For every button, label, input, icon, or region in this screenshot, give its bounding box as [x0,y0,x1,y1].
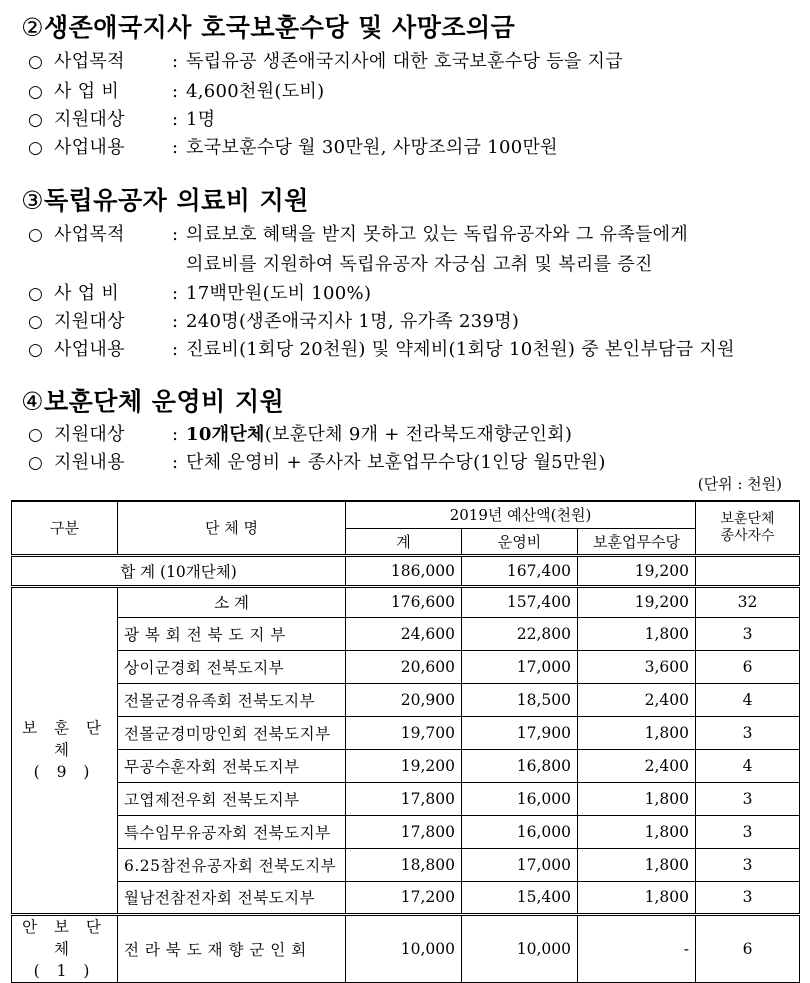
list-item [28,133,558,159]
subtotal-label: 소 계 [118,586,346,617]
org-operating: 17,900 [462,716,578,749]
group-label-line1: 안 보 단 체 [22,917,107,958]
subtotal-operating: 157,400 [462,586,578,617]
item-label: 사 업 비 [54,81,120,102]
table-row [12,848,800,881]
org-staff: 4 [696,683,800,716]
list-item [28,47,623,73]
org-staff: 6 [696,914,800,982]
separator: : [172,137,179,158]
org-name: 상이군경회 전북도지부 [118,650,346,683]
group-label-line2: ( 1 ) [33,961,96,980]
org-total: 17,200 [346,881,462,914]
bullet-icon: ○ [28,340,44,360]
org-name: 전몰군경미망인회 전북도지부 [118,716,346,749]
group-label-security [12,914,118,982]
org-name: 고엽제전우회 전북도지부 [118,782,346,815]
section-title: 생존애국지사 호국보훈수당 및 사망조의금 [44,13,516,42]
org-operating: 22,800 [462,617,578,650]
budget-table [11,500,800,983]
separator: : [172,224,179,245]
org-allowance: 1,800 [578,782,696,815]
item-value: 240명(생존애국지사 1명, 유가족 239명) [186,311,520,332]
org-operating: 16,000 [462,815,578,848]
org-staff: 3 [696,617,800,650]
subtotal-total: 176,600 [346,586,462,617]
section-heading [8,382,284,418]
item-label: 지원대상 [54,311,125,332]
table-row [12,815,800,848]
section-number: ② [21,13,44,42]
table-row [12,683,800,716]
subtotal-staff: 32 [696,586,800,617]
grand-total-allowance: 19,200 [578,555,696,586]
org-allowance: 3,600 [578,650,696,683]
subtotal-row [12,586,800,617]
separator: : [172,109,179,130]
org-total: 18,800 [346,848,462,881]
item-label: 사 업 비 [54,283,120,304]
org-operating: 16,000 [462,782,578,815]
item-value: 독립유공 생존애국지사에 대한 호국보훈수당 등을 지급 [186,51,623,72]
grand-total-staff [696,555,800,586]
org-operating: 10,000 [462,914,578,982]
header-allowance: 보훈업무수당 [578,528,696,555]
list-item [28,220,688,246]
org-name: 무공수훈자회 전북도지부 [118,749,346,782]
org-total: 24,600 [346,617,462,650]
table-row [12,782,800,815]
item-value: (보훈단체 9개 + 전라북도재향군인회) [264,424,573,445]
header-total: 계 [346,528,462,555]
org-staff: 3 [696,848,800,881]
org-name: 특수임무유공자회 전북도지부 [118,815,346,848]
org-staff: 3 [696,716,800,749]
org-name: 전몰군경유족회 전북도지부 [118,683,346,716]
section-heading [8,8,515,44]
org-total: 19,700 [346,716,462,749]
grand-total-operating: 167,400 [462,555,578,586]
org-operating: 15,400 [462,881,578,914]
org-total: 10,000 [346,914,462,982]
separator: : [172,283,179,304]
item-value-continued: 의료비를 지원하여 독립유공자 자긍심 고취 및 복리를 증진 [186,254,653,275]
org-allowance: 2,400 [578,749,696,782]
table-row [12,749,800,782]
item-label: 지원대상 [54,109,125,130]
item-value: 의료보호 혜택을 받지 못하고 있는 독립유공자와 그 유족들에게 [186,224,689,245]
bullet-icon: ○ [28,52,44,72]
separator: : [172,452,179,473]
bullet-icon: ○ [28,453,44,473]
subtotal-allowance: 19,200 [578,586,696,617]
header-operating: 운영비 [462,528,578,555]
org-allowance: 1,800 [578,815,696,848]
org-name: 월남전참전자회 전북도지부 [118,881,346,914]
item-label: 사업내용 [54,339,125,360]
org-total: 17,800 [346,815,462,848]
separator: : [172,81,179,102]
org-allowance: 1,800 [578,848,696,881]
group-label-line2: ( 9 ) [33,763,96,781]
section-title: 보훈단체 운영비 지원 [44,387,285,416]
list-item [28,420,572,446]
section-heading [8,181,309,217]
org-total: 19,200 [346,749,462,782]
bullet-icon: ○ [28,284,44,304]
list-item [28,448,606,474]
item-value: 1명 [186,109,216,130]
org-operating: 17,000 [462,650,578,683]
org-name: 6.25참전유공자회 전북도지부 [118,848,346,881]
org-allowance: 2,400 [578,683,696,716]
org-total: 17,800 [346,782,462,815]
group-label-veterans [12,586,118,914]
header-staff-line2: 종사자수 [720,527,775,544]
org-operating: 16,800 [462,749,578,782]
item-label: 지원대상 [54,424,125,445]
list-item [28,279,371,305]
org-operating: 17,000 [462,848,578,881]
item-label: 지원내용 [54,452,125,473]
table-row [12,650,800,683]
grand-total-total: 186,000 [346,555,462,586]
item-label: 사업목적 [54,51,125,72]
section-number: ④ [21,387,44,416]
item-label: 사업목적 [54,224,125,245]
separator: : [172,424,179,445]
org-allowance: 1,800 [578,881,696,914]
group-label-line1: 보 훈 단 체 [22,719,107,759]
org-total: 20,900 [346,683,462,716]
list-item [28,105,215,131]
list-item [28,307,519,333]
header-staff-line1: 보훈단체 [720,510,775,527]
bullet-icon: ○ [28,110,44,130]
header-org: 단 체 명 [118,501,346,555]
item-value: 진료비(1회당 20천원) 및 약제비(1회당 10천원) 중 본인부담금 지원 [186,339,735,360]
item-value: 4,600천원(도비) [186,81,325,102]
org-allowance: - [578,914,696,982]
list-item-continuation [186,250,653,276]
bullet-icon: ○ [28,225,44,245]
grand-total-row [12,555,800,586]
org-staff: 3 [696,881,800,914]
header-staff [696,501,800,555]
item-label: 사업내용 [54,137,125,158]
table-row [12,617,800,650]
bullet-icon: ○ [28,138,44,158]
org-name: 전 라 북 도 재 향 군 인 회 [118,914,346,982]
header-budget: 2019년 예산액(천원) [346,501,696,528]
org-staff: 4 [696,749,800,782]
org-operating: 18,500 [462,683,578,716]
item-value-bold: 10개단체 [186,424,265,445]
section-title: 독립유공자 의료비 지원 [44,186,309,215]
separator: : [172,51,179,72]
item-value: 17백만원(도비 100%) [186,283,372,304]
org-staff: 6 [696,650,800,683]
section-number: ③ [21,186,44,215]
table-row [12,716,800,749]
header-category: 구분 [12,501,118,555]
org-allowance: 1,800 [578,617,696,650]
table-row [12,914,800,982]
list-item [28,335,735,361]
bullet-icon: ○ [28,312,44,332]
org-staff: 3 [696,815,800,848]
bullet-icon: ○ [28,425,44,445]
org-staff: 3 [696,782,800,815]
separator: : [172,311,179,332]
separator: : [172,339,179,360]
org-name: 광 복 회 전 북 도 지 부 [118,617,346,650]
bullet-icon: ○ [28,82,44,102]
table-row [12,881,800,914]
org-total: 20,600 [346,650,462,683]
item-value: 단체 운영비 + 종사자 보훈업무수당(1인당 월5만원) [186,452,606,473]
unit-note: (단위 : 천원) [697,475,782,493]
org-allowance: 1,800 [578,716,696,749]
list-item [28,77,324,103]
grand-total-label: 합 계 (10개단체) [12,555,346,586]
item-value: 호국보훈수당 월 30만원, 사망조의금 100만원 [186,137,558,158]
